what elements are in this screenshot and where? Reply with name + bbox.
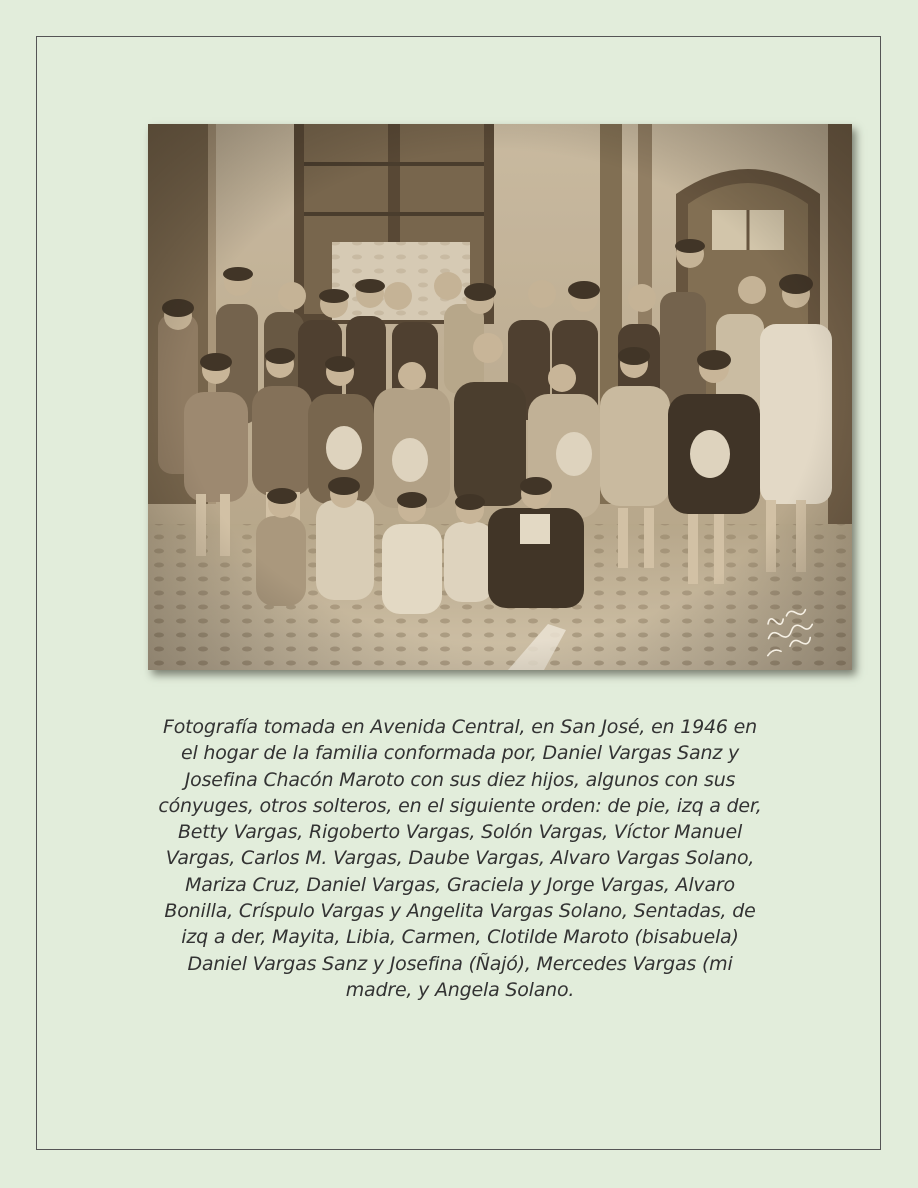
caption-line: Daniel Vargas Sanz y Josefina (Ñajó), Mercedes Vargas (mi <box>187 952 733 975</box>
caption-line: Mariza Cruz, Daniel Vargas, Graciela y Jorge Vargas, Alvaro <box>185 873 735 896</box>
caption-line: madre, y Angela Solano. <box>345 978 575 1001</box>
caption-line: Vargas, Carlos M. Vargas, Daube Vargas, Alvaro Vargas Solano, <box>165 847 755 870</box>
photo-caption <box>120 714 800 1003</box>
caption-line: izq a der, Mayita, Libia, Carmen, Clotilde Maroto (bisabuela) <box>181 926 739 949</box>
caption-line: Josefina Chacón Maroto con sus diez hijos, algunos con sus <box>184 768 736 791</box>
caption-line: Bonilla, Críspulo Vargas y Angelita Vargas Solano, Sentadas, de <box>164 900 756 923</box>
caption-line: cónyuges, otros solteros, en el siguiente orden: de pie, izq a der, <box>158 794 762 817</box>
caption-line: Fotografía tomada en Avenida Central, en San José, en 1946 en <box>163 716 757 738</box>
family-photograph <box>148 124 852 670</box>
caption-line: Betty Vargas, Rigoberto Vargas, Solón Vargas, Víctor Manuel <box>177 821 743 844</box>
caption-line: el hogar de la familia conformada por, Daniel Vargas Sanz y <box>181 742 739 765</box>
